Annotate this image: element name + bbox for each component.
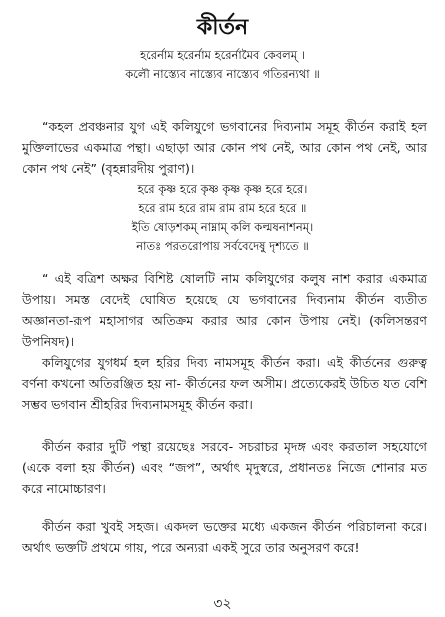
verse-line: ইতি ষোড়শকম্‌ নাম্নাম্‌ কলি কল্মষনাশনম্‌।	[131, 220, 314, 234]
verse-line: হরের্নাম হরের্নাম হরের্নামৈব কেবলম্‌ ।	[140, 48, 305, 62]
paragraph-text: “ এই বত্রিশ অক্ষর বিশিষ্ট ষোলটি নাম কলিযুগের কলুষ নাশ করার একমাত্র উপায়। সমস্ত বেদেই ঘোষিত হয়েছে যে ভগবানের দিব্যনাম কীর্তন ব্যতীত অজ্ঞানতা-রূপ মহাসাগর অতিক্রম করার আর কোন উপায় নেই। (কলিসন্তরণ উপনিষদ)।	[22, 271, 427, 349]
paragraph-text: কীর্তন করার দুটি পন্থা রয়েছেঃ সরবে- সচরাচর মৃদঙ্গ এবং করতাল সহযোগে (একে বলা হয় কীর্তন) এবং “জপ”, অর্থাৎ মৃদুস্বরে, প্রধানতঃ নিজে শোনার মত করে নামোচ্চারণ।	[22, 439, 427, 496]
verse-line: নাতঃ পরতরোপায় সর্ববেদেষু দৃশ্যতে ॥	[136, 239, 309, 253]
page-number: ৩২	[213, 596, 232, 612]
verse-block-1	[0, 46, 445, 84]
paragraph-text: “কহল প্রবঞ্চনার যুগ এই কলিযুগে ভগবানের দিব্যনাম সমূহ কীর্তন করাই হল মুক্তিলাভের একমাত্র পন্থা। এছাড়া আর কোন পথ নেই, আর কোন পথ নেই, আর কোন পথ নেই” (বৃহন্নারদীয় পুরাণ)।	[22, 119, 427, 176]
verse-line: কলৌ নাস্ত্যেব নাস্ত্যেব নাস্ত্যেব গতিরন্যথা ॥	[125, 67, 320, 81]
paragraph-text: কলিযুগের যুগধর্ম হল হরির দিব্য নামসমূহ কীর্তন করা। এই কীর্তনের গুরুত্ব বর্ণনা কখনো অতিরঞ্জিত হয় না- কীর্তনের ফল অসীম। প্রত্যেকেরই উচিত যত বেশি সম্ভব ভগবান শ্রীহরির দিব্যনামসমূহ কীর্তন করা।	[22, 355, 427, 412]
paragraph-5	[22, 516, 427, 558]
verse-line: হরে কৃষ্ণ হরে কৃষ্ণ কৃষ্ণ কৃষ্ণ হরে হরে।	[137, 182, 308, 196]
paragraph-3	[22, 352, 427, 415]
paragraph-1	[22, 116, 427, 179]
paragraph-2	[22, 268, 427, 352]
paragraph-4	[22, 436, 427, 499]
page-title: কীর্তন	[196, 15, 249, 40]
paragraph-text: কীর্তন করা খুবই সহজ। একদল ভক্তের মধ্যে একজন কীর্তন পরিচালনা করে। অর্থাৎ ভক্তটি প্রথমে গায়, পরে অন্যরা একই সুরে তার অনুসরণ করে!	[22, 519, 427, 555]
verse-line: হরে রাম হরে রাম রাম রাম হরে হরে ॥	[138, 201, 307, 215]
verse-block-2	[0, 180, 445, 256]
